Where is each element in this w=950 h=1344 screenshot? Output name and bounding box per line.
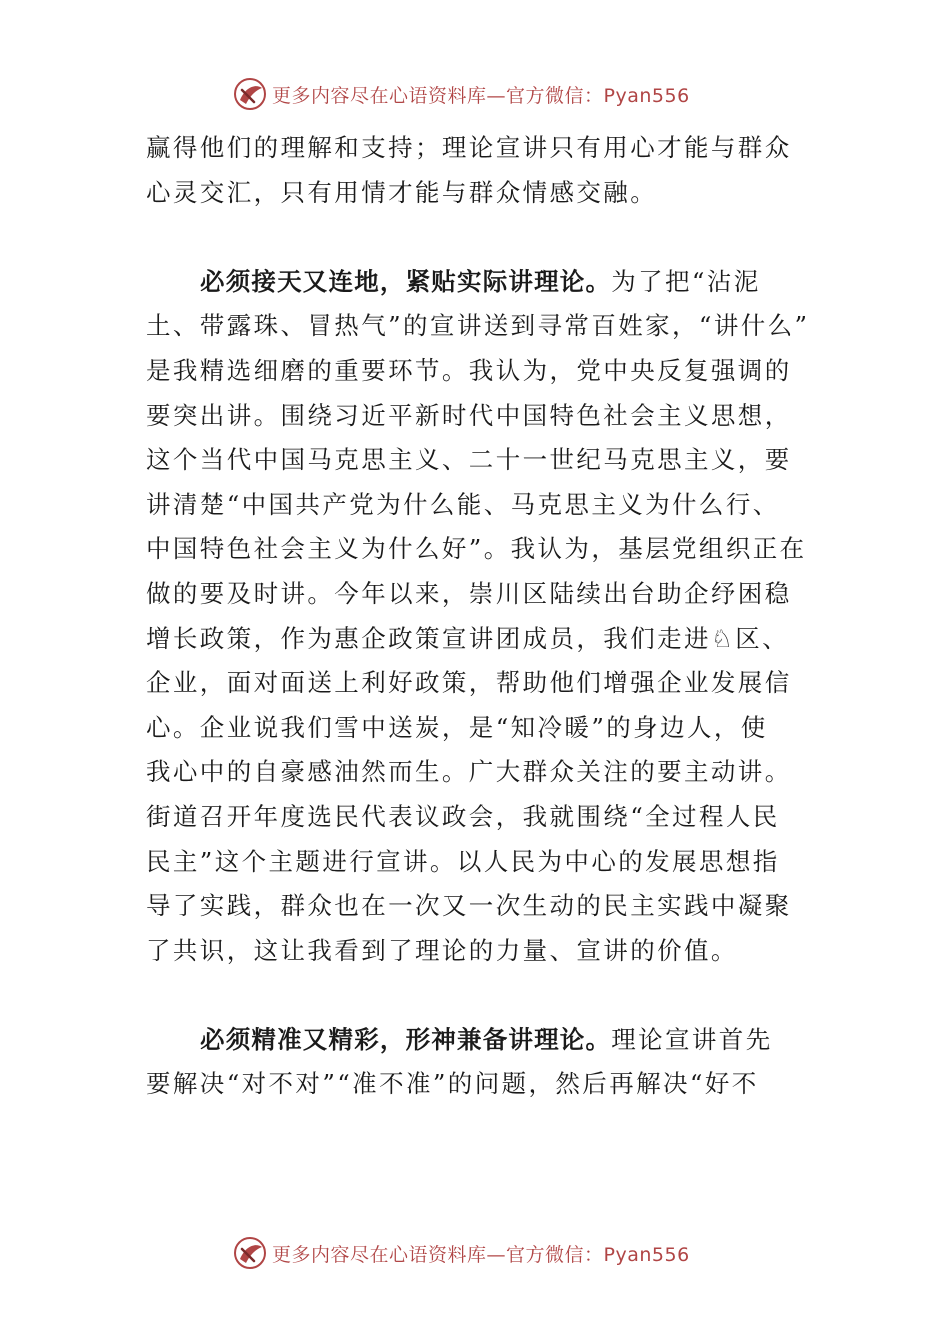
paragraph-3-line-1	[146, 1018, 816, 1063]
paragraph-gap	[146, 973, 816, 1018]
watermark-footer	[232, 1233, 690, 1273]
paragraph-2-heading: 必须接天又连地，紧贴实际讲理论。	[200, 266, 612, 296]
watermark-main: 更多内容尽在心语资料库—官方微信：	[272, 1243, 604, 1266]
watermark-text	[272, 1240, 690, 1267]
document-body	[146, 126, 816, 1107]
paragraph-1-line-1: 赢得他们的理解和支持；理论宣讲只有用心才能与群众	[146, 133, 792, 162]
paragraph-2-line: 我心中的自豪感油然而生。广大群众关注的要主动讲。	[146, 757, 792, 787]
paragraph-2-line: 增长政策，作为惠企政策宣讲团成员，我们走进♘区、	[146, 623, 790, 653]
paragraph-2-line-1	[146, 260, 816, 305]
watermark-handle: Pyan556	[603, 84, 690, 107]
paragraph-2-line: 中国特色社会主义为什么好”。我认为，基层党组织正在	[146, 534, 807, 564]
paragraph-2-line: 讲清楚“中国共产党为什么能、马克思主义为什么行、	[146, 489, 780, 519]
paragraph-2-line: 民主”这个主题进行宣讲。以人民为中心的发展思想指	[146, 846, 780, 876]
paragraph-2-line: 企业，面对面送上利好政策，帮助他们增强企业发展信	[146, 668, 792, 698]
paragraph-2-line: 了共识，这让我看到了理论的力量、宣讲的价值。	[146, 935, 738, 965]
paragraph-2-line: 导了实践，群众也在一次又一次生动的民主实践中凝聚	[146, 891, 792, 921]
paragraph-3-first-line-rest: 理论宣讲首先	[611, 1024, 773, 1054]
paragraph-2-line: 这个当代中国马克思主义、二十一世纪马克思主义，要	[146, 445, 792, 475]
paragraph-1-line-2: 心灵交汇，只有用情才能与群众情感交融。	[146, 177, 658, 207]
paragraph-2-line: 土、带露珠、冒热气”的宣讲送到寻常百姓家，“讲什么”	[146, 311, 810, 341]
watermark-text	[272, 81, 690, 108]
watermark-main: 更多内容尽在心语资料库—官方微信：	[272, 84, 604, 107]
paragraph-2-first-line-rest: 为了把“沾泥	[611, 266, 761, 296]
paragraph-2-line: 心。企业说我们雪中送炭，是“知冷暖”的身边人，使	[146, 712, 768, 742]
paragraph-3-heading: 必须精准又精彩，形神兼备讲理论。	[200, 1024, 612, 1054]
watermark-handle: Pyan556	[603, 1243, 690, 1266]
paragraph-2-line: 是我精选细磨的重要环节。我认为，党中央反复强调的	[146, 355, 792, 385]
paragraph-2-line: 街道召开年度选民代表议政会，我就围绕“全过程人民	[146, 801, 780, 831]
watermark-logo-icon	[232, 76, 268, 112]
paragraph-gap	[146, 215, 816, 260]
paragraph-2-line: 做的要及时讲。今年以来，崇川区陆续出台助企纾困稳	[146, 578, 792, 608]
paragraph-3-line: 要解决“对不对”“准不准”的问题，然后再解决“好不	[146, 1069, 759, 1099]
watermark-logo-icon	[232, 1235, 268, 1271]
paragraph-2-line: 要突出讲。围绕习近平新时代中国特色社会主义思想，	[146, 400, 792, 430]
watermark-header	[232, 74, 690, 114]
